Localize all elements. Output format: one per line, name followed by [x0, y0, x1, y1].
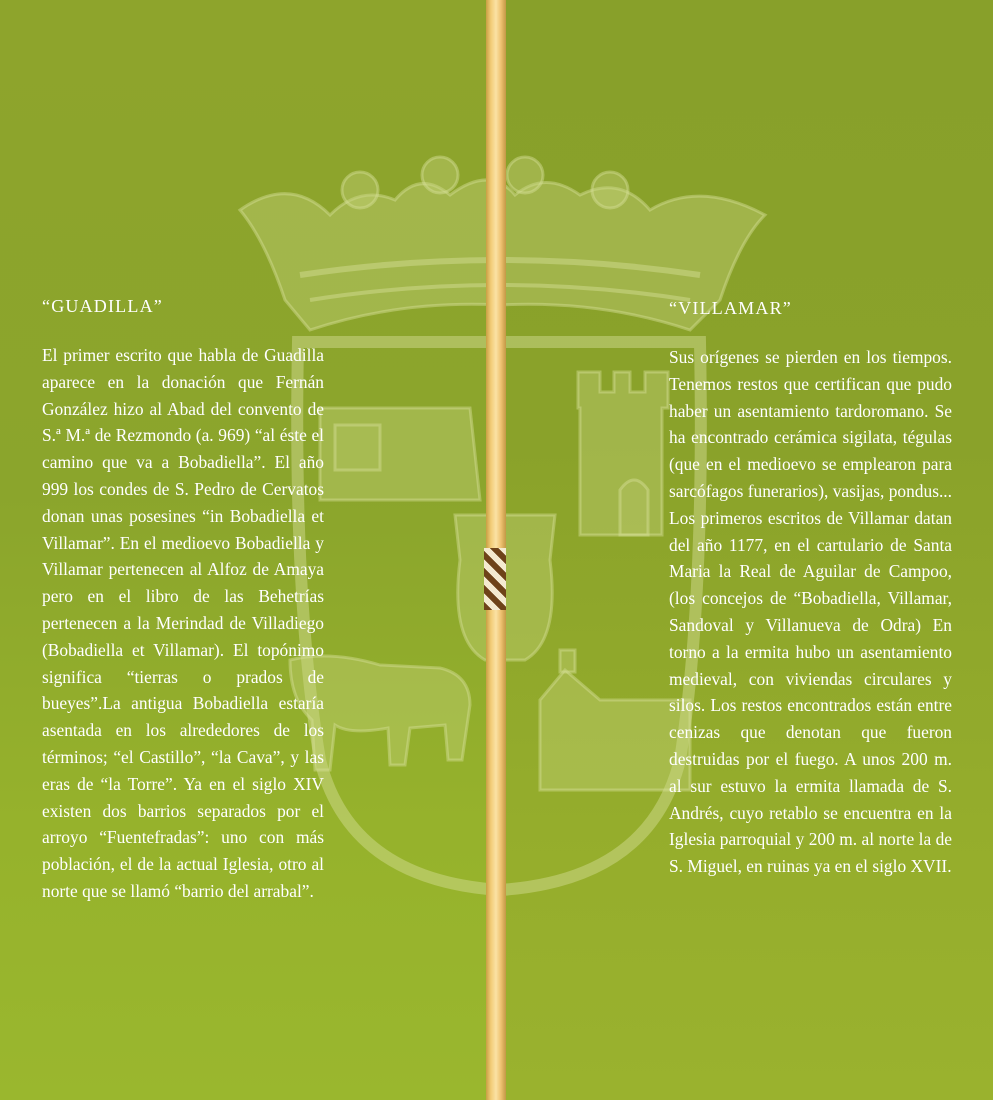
guadilla-body: El primer escrito que habla de Guadilla aparece en la donación que Fernán González hizo al Abad del convento de S.ª M.ª de Rezmondo (a. 969) “al éste el camino que va a Bobadiella”. El año 999 los condes de S. Pedro de Cervatos donan unas posesines “in Bobadiella et Villamar”. En el medioevo Bobadiella y Villamar pertenecen al Alfoz de Amaya pero en el libro de las Behetrías pertenecen a la Merindad de Villadiego (Bobadiella et Villamar). El topónimo significa “tierras o prados de bueyes”.La antigua Bobadiella estaría asentada en los alrededores de los términos; “el Castillo”, “la Cava”, y las eras de “la Torre”. Ya en el siglo XIV existen dos barrios separados por el arroyo “Fuentefradas”: uno con más población, el de la actual Iglesia, otro al norte que se llamó “barrio del arrabal”.: [42, 345, 324, 901]
fold-ribbon: [484, 548, 506, 610]
guadilla-column: [42, 294, 324, 905]
guadilla-title: “GUADILLA”: [42, 296, 163, 316]
villamar-body: Sus orígenes se pierden en los tiempos. Tenemos restos que certifican que pudo haber un asentamiento tardoromano. Se ha encontrado cerámica sigilata, tégulas (que en el medioevo se emplearon para sarcófagos funerarios), vasijas, pondus... Los primeros escritos de Villamar datan del año 1177, en el cartulario de Santa Maria la Real de Aguilar de Campoo, (los concejos de “Bobadiella, Villamar, Sandoval y Villanueva de Odra) En torno a la ermita hubo un asentamiento medieval, con viviendas circulares y silos. Los restos encontrados están entre cenizas que denotan que fueron destruidas por el fuego. A unos 200 m. al sur estuvo la ermita llamada de S. Andrés, cuyo retablo se encuentra en la Iglesia parroquial y 200 m. al norte la de S. Miguel, en ruinas ya en el siglo XVII.: [669, 347, 953, 877]
villamar-title: “VILLAMAR”: [669, 298, 792, 318]
villamar-column: [669, 296, 952, 880]
